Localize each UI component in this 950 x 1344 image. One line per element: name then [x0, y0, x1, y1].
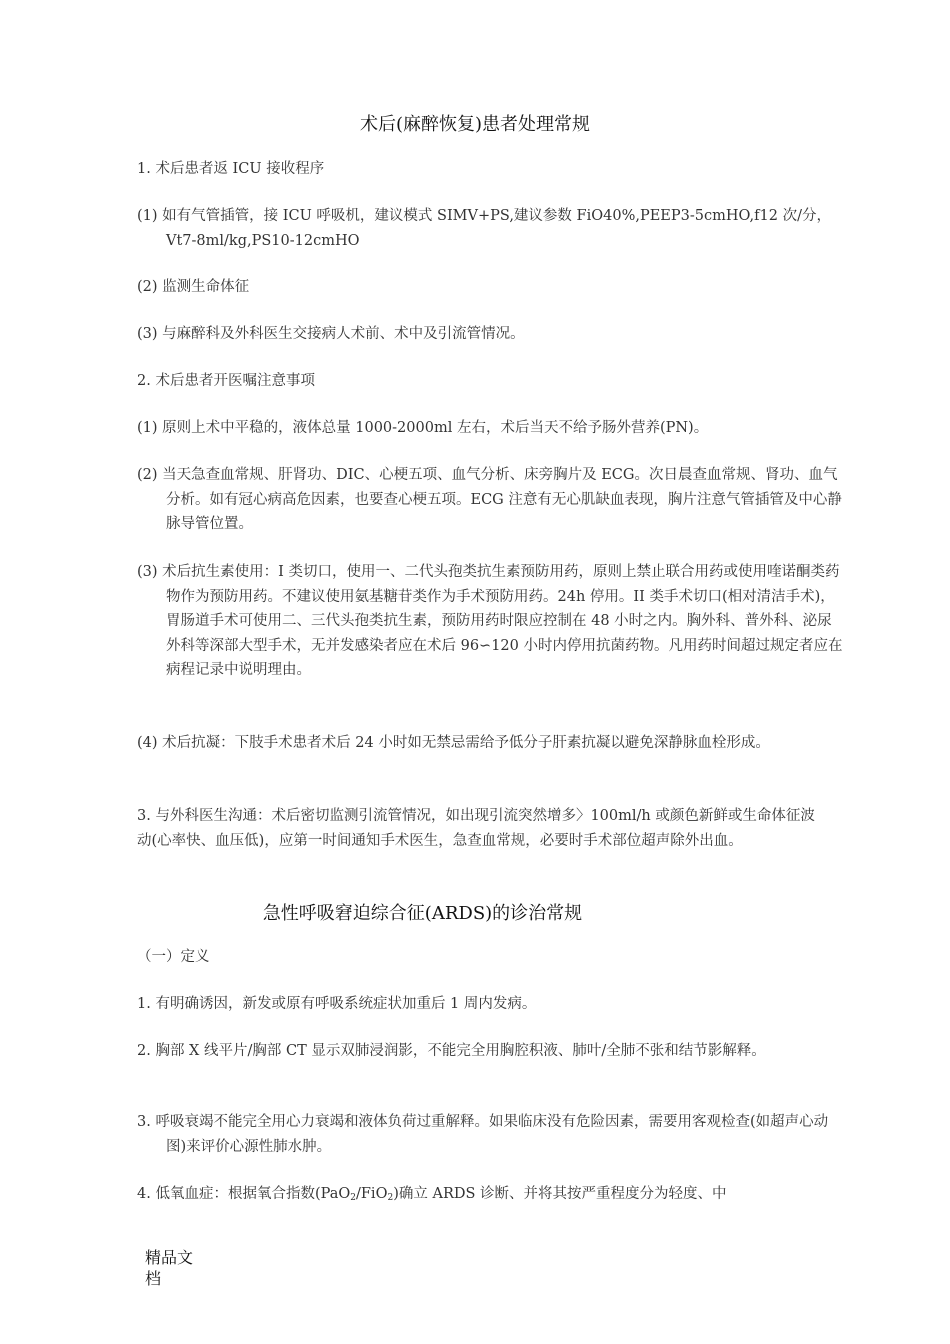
- list-item: 3. 呼吸衰竭不能完全用心力衰竭和液体负荷过重解释。如果临床没有危险因素，需要用客观检查(如超声心动图)来评价心源性肺水肿。: [137, 1114, 829, 1155]
- list-item: (4) 术后抗凝：下肢手术患者术后 24 小时如无禁忌需给予低分子肝素抗凝以避免深静脉血栓形成。: [137, 735, 770, 751]
- footer-watermark: 精品文档: [145, 1248, 194, 1288]
- page-title: 术后(麻醉恢复)患者处理常规: [359, 114, 591, 135]
- list-item: 1. 有明确诱因，新发或原有呼吸系统症状加重后 1 周内发病。: [137, 996, 537, 1012]
- list-item: (3) 术后抗生素使用：I 类切口，使用一、二代头孢类抗生素预防用药，原则上禁止联合用药或使用喹诺酮类药物作为预防用药。不建议使用氨基糖苷类作为手术预防用药。24h 停用。II 类手术切口(相对清洁手术)，胃肠道手术可使用二、三代头孢类抗生素，预防用药时限应控制在 48 小时之内。胸外科、普外科、泌尿外科等深部大型手术，无并发感染者应在术后 96∽120 小时内停用抗菌药物。凡用药时间超过规定者应在病程记录中说明理由。: [137, 564, 843, 678]
- section-heading-1: 1. 术后患者返 ICU 接收程序: [137, 161, 325, 177]
- section-title-ards: 急性呼吸窘迫综合征(ARDS)的诊治常规: [262, 903, 583, 924]
- item4-subscript: 2: [387, 1193, 394, 1203]
- list-item-4: [137, 1182, 817, 1211]
- list-item: (2) 当天急查血常规、肝肾功、DIC、心梗五项、血气分析、床旁胸片及 ECG。次日晨查血常规、肾功、血气分析。如有冠心病高危因素，也要查心梗五项。ECG 注意有无心肌缺血表现，胸片注意气管插管及中心静脉导管位置。: [137, 467, 842, 532]
- list-item: (3) 与麻醉科及外科医生交接病人术前、术中及引流管情况。: [137, 326, 525, 342]
- list-item: (2) 监测生命体征: [137, 279, 250, 295]
- section-heading-2: 2. 术后患者开医嘱注意事项: [137, 373, 315, 389]
- item4-subscript: 2: [350, 1193, 356, 1203]
- section-paragraph-3: 3. 与外科医生沟通：术后密切监测引流管情况，如出现引流突然增多〉100ml/h 或颜色新鲜或生命体征波动(心率快、血压低)，应第一时间通知手术医生，急查血常规，必要时手术部位超声除外出血。: [137, 808, 815, 849]
- item4-text: 4. 低氧血症：根据氧合指数(PaO: [137, 1186, 351, 1202]
- list-item: 2. 胸部 X 线平片/胸部 CT 显示双肺浸润影，不能完全用胸腔积液、肺叶/全肺不张和结节影解释。: [137, 1043, 766, 1059]
- definition-heading: （一）定义: [137, 949, 210, 965]
- list-item: (1) 原则上术中平稳的，液体总量 1000-2000ml 左右，术后当天不给予肠外营养(PN)。: [137, 420, 709, 436]
- list-item: (1) 如有气管插管，接 ICU 呼吸机，建议模式 SIMV+PS,建议参数 FiO40%,PEEP3-5cmHO,f12 次/分，Vt7-8ml/kg,PS10-12cmHO: [137, 208, 831, 249]
- item4-text: )确立 ARDS 诊断、并将其按严重程度分为轻度、中: [393, 1186, 727, 1202]
- item4-text: /FiO: [355, 1186, 388, 1202]
